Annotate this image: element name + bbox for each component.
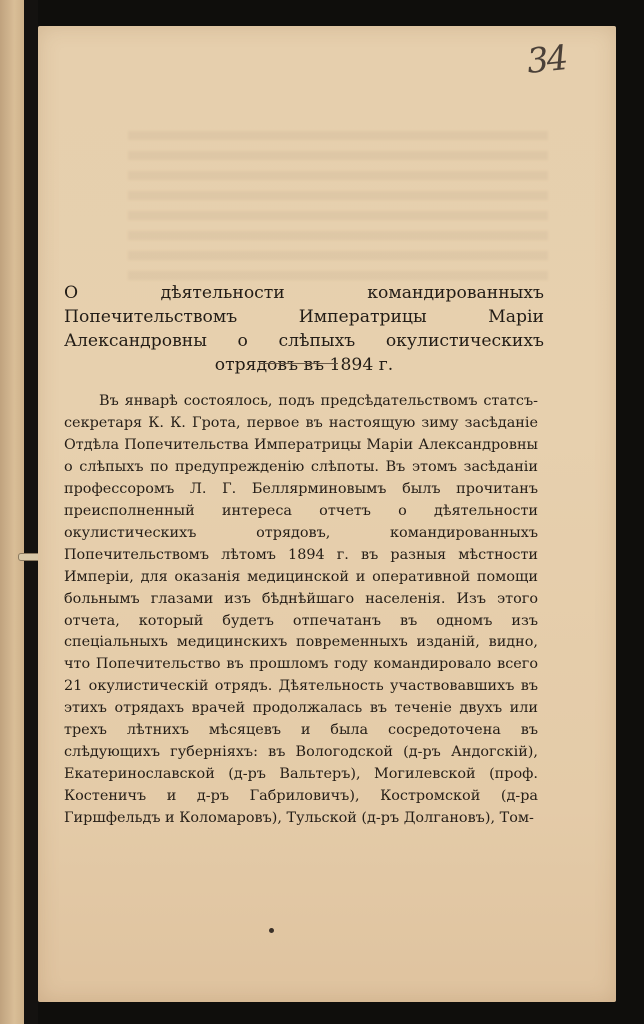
title-divider (260, 363, 338, 364)
book-gutter (24, 0, 38, 1024)
article-body: Въ январѣ состоялось, подъ предсѣдательствомъ статсъ-секретаря К. К. Грота, первое въ настоящую зиму засѣданіе Отдѣла Попечительства Императрицы Маріи Александровны о слѣпыхъ по предупрежденію слѣпоты. Въ этомъ засѣданіи профессоромъ Л. Г. Беллярминовымъ былъ прочитанъ преисполненный интереса отчетъ о дѣятельности окулистическихъ отрядовъ, командированныхъ Попечительствомъ лѣтомъ 1894 г. въ разныя мѣстности Имперіи, для оказанія медицинской и оперативной помощи больнымъ глазами изъ бѣднѣйшаго населенія. Изъ этого отчета, который будетъ отпечатанъ въ одномъ изъ спеціальныхъ медицинскихъ повременныхъ изданій, видно, что Попечительство въ прошломъ году командировало всего 21 окулистическій отрядъ. Дѣятельность участвовавшихъ въ этихъ отрядахъ врачей продолжалась въ теченіе двухъ или трехъ лѣтнихъ мѣсяцевъ и была сосредоточена въ слѣдующихъ губерніяхъ: въ Вологодской (д-ръ Андогскій), Екатеринославской (д-ръ Вальтеръ), Могилевской (проф. Костеничъ и д-ръ Габриловичъ), Костромской (д-ра Гиршфельдъ и Коломаровъ), Тульской (д-ръ Долгановъ), Том- (64, 393, 538, 827)
adjacent-page-edge (0, 0, 24, 1024)
handwritten-page-number: 34 (524, 38, 568, 82)
article-title: О дѣятельности командированныхъ Попечительствомъ Императрицы Маріи Александровны о слѣпыхъ окулистическихъ отрядовъ въ 1894 г. (64, 283, 544, 375)
document-page (38, 26, 616, 1002)
show-through-text (128, 131, 548, 281)
ink-spot (269, 928, 274, 933)
